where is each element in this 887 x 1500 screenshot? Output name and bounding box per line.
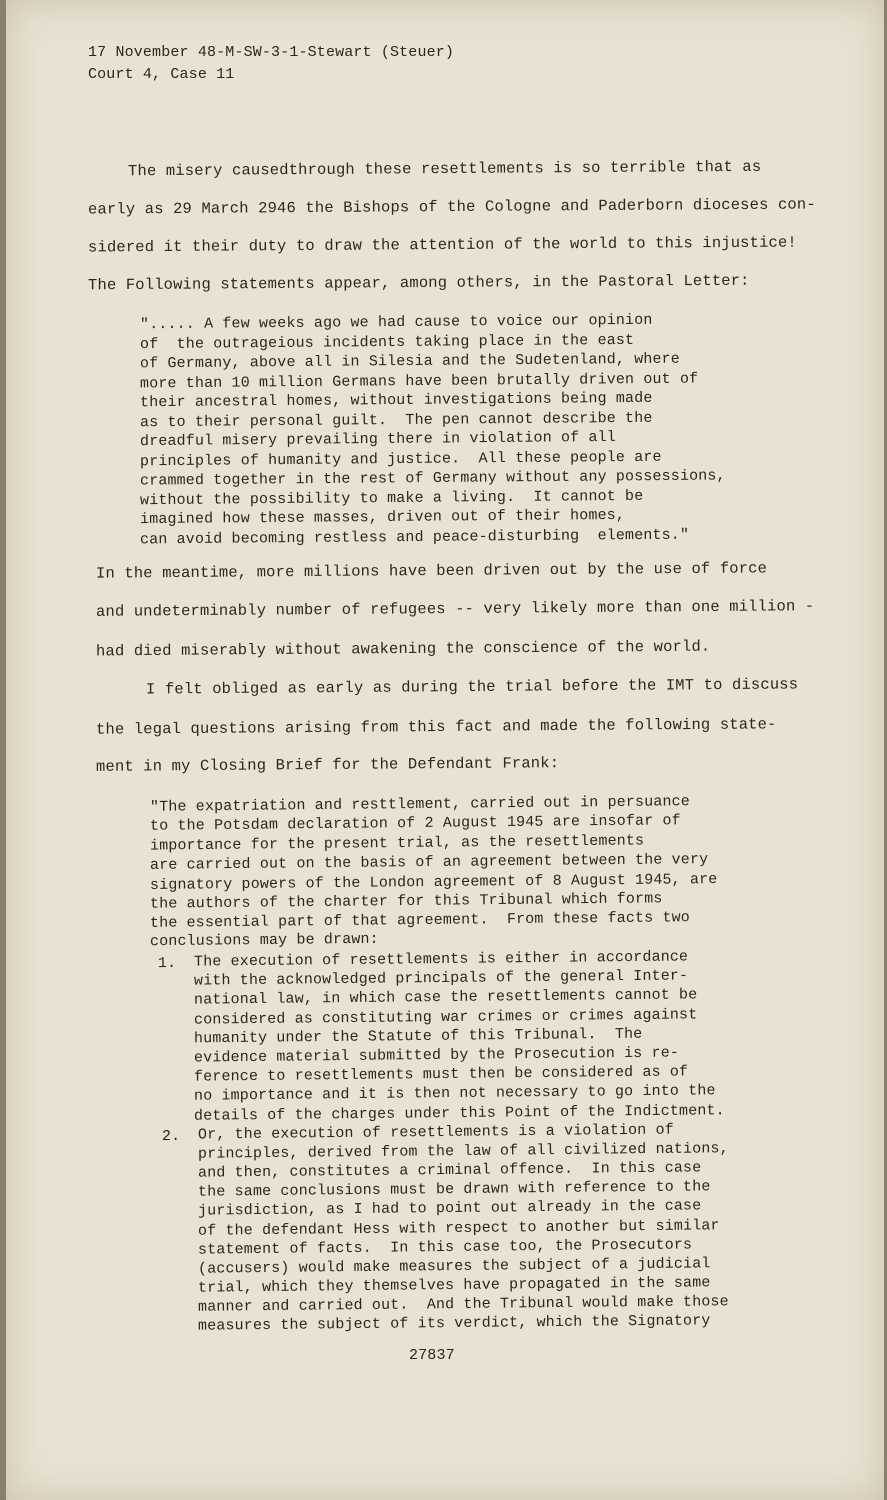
- quote-line: dreadful misery prevailing there in violation of all: [139, 428, 616, 451]
- quote-line: can avoid becoming restless and peace-disturbing elements.": [139, 526, 690, 548]
- list-item-line: considered as constituting war crimes or crimes against: [193, 1005, 698, 1029]
- quote-line: more than 10 million Germans have been brutally driven out of: [139, 370, 699, 392]
- quote-line: without the possibility to make a living. It cannot be: [139, 487, 644, 509]
- list-item-line: details of the charges under this Point of the Indictment.: [193, 1101, 725, 1125]
- list-item-line: with the acknowledged principals of the general Inter-: [193, 967, 689, 990]
- list-item-line: no importance and it is then not necessary to go into the: [193, 1082, 716, 1106]
- quote-line: of Germany, above all in Silesia and the Sudetenland, where: [139, 350, 681, 373]
- list-item-line: of the defendant Hess with respect to another but similar: [197, 1216, 720, 1240]
- list-item-line: national law, in which case the resettlements cannot be: [193, 986, 698, 1010]
- list-item-line: the same conclusions must be drawn with reference to the: [197, 1178, 711, 1201]
- quote-line: imagined how these masses, driven out of their homes,: [139, 506, 626, 529]
- header-reference: 17 November 48-M-SW-3-1-Stewart (Steuer): [88, 44, 455, 61]
- paragraph-line: The misery causedthrough these resettlements is so terrible that as: [127, 157, 762, 181]
- header-court-case: Court 4, Case 11: [88, 66, 235, 83]
- list-item-line: measures the subject of its verdict, which the Signatory: [197, 1312, 711, 1335]
- quote-line: of the outrageious incidents taking place in the east: [139, 331, 635, 353]
- quote-line: to the Potsdam declaration of 2 August 1945 are insofar of: [149, 812, 681, 836]
- list-item-line: manner and carried out. And the Tribunal would make those: [197, 1293, 729, 1316]
- paragraph-line: and undeterminably number of refugees -- very likely more than one million -: [95, 597, 815, 621]
- list-item-line: and then, constitutes a criminal offence. In this case: [197, 1159, 702, 1182]
- quote-line: importance for the present trial, as the resettlements: [149, 832, 645, 855]
- quote-line: are carried out on the basis of an agreement between the very: [149, 851, 709, 875]
- paragraph-line: early as 29 March 2946 the Bishops of the Cologne and Paderborn dioceses con-: [87, 195, 816, 219]
- quote-line: crammed together in the rest of Germany without any possessions,: [139, 467, 726, 490]
- quote-line: conclusions may be drawn:: [149, 930, 379, 950]
- list-item-line: jurisdiction, as I had to point out already in the case: [197, 1197, 702, 1221]
- list-item-line: principles, derived from the law of all civilized nations,: [197, 1140, 729, 1163]
- quote-line: the authors of the charter for this Tribunal which forms: [149, 890, 663, 913]
- paragraph-line: the legal questions arising from this fact and made the following state-: [95, 715, 777, 739]
- paragraph-line: had died miserably without awakening the conscience of the world.: [95, 637, 711, 661]
- list-item-line: (accusers) would make measures the subject of a judicial: [197, 1255, 711, 1278]
- document-page: [6, 0, 884, 1500]
- quote-line: as to their personal guilt. The pen cannot describe the: [139, 409, 653, 431]
- quote-line: signatory powers of the London agreement of 8 August 1945, are: [149, 870, 718, 894]
- list-item-line: ference to resettlements must then be considered as of: [193, 1063, 689, 1086]
- list-item-line: The execution of resettlements is either in accordance: [193, 948, 689, 971]
- paragraph-line: I felt obliged as early as during the trial before the IMT to discuss: [145, 675, 799, 699]
- list-item-line: trial, which they themselves have propagated in the same: [197, 1274, 711, 1297]
- list-item-line: humanity under the Statute of this Tribunal. The: [193, 1025, 643, 1048]
- paragraph-line: In the meantime, more millions have been driven out by the use of force: [95, 559, 768, 583]
- list-item-line: evidence material submitted by the Prosecution is re-: [193, 1044, 680, 1067]
- quote-line: principles of humanity and justice. All these people are: [139, 448, 662, 470]
- quote-line: "The expatriation and resttlement, carried out in persuance: [149, 793, 691, 816]
- paragraph-line: ment in my Closing Brief for the Defendant Frank:: [95, 754, 560, 776]
- quote-line: "..... A few weeks ago we had cause to voice our opinion: [139, 311, 653, 334]
- list-number: 2.: [161, 1127, 181, 1146]
- quote-line: their ancestral homes, without investigations being made: [139, 389, 653, 412]
- list-item-line: statement of facts. In this case too, the Prosecutors: [197, 1236, 693, 1259]
- paragraph-line: The Following statements appear, among others, in the Pastoral Letter:: [87, 271, 750, 295]
- paragraph-line: sidered it their duty to draw the attention of the world to this injustice!: [87, 233, 797, 257]
- list-item-line: Or, the execution of resettlements is a violation of: [197, 1121, 674, 1144]
- list-number: 1.: [157, 954, 177, 973]
- quote-line: the essential part of that agreement. From these facts two: [149, 909, 691, 933]
- page-number: 27837: [409, 1347, 455, 1364]
